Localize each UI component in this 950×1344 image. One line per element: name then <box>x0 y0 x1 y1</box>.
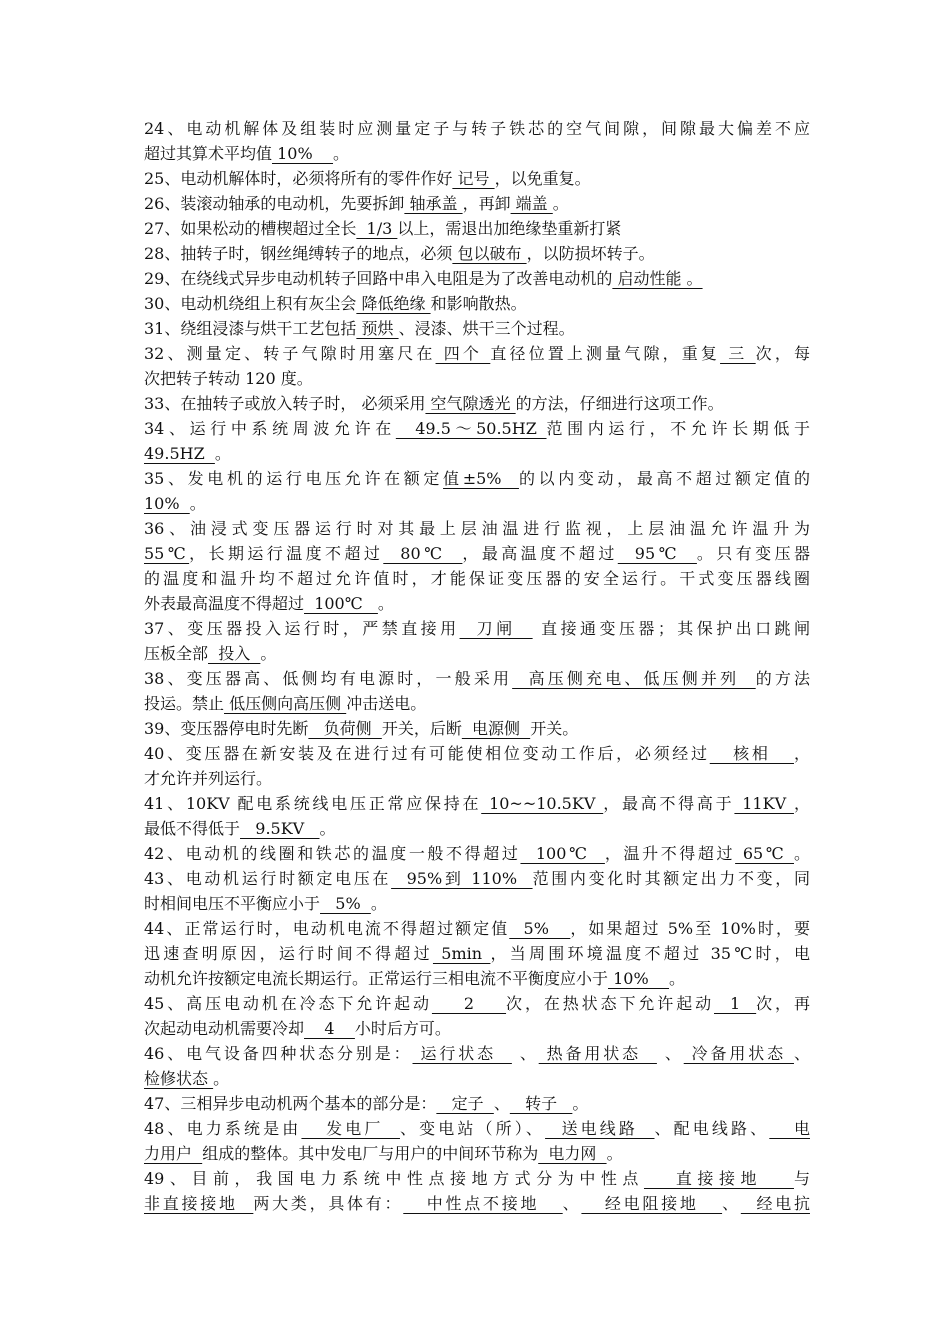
answer-blank: 空气隙透光 <box>425 394 516 413</box>
text-line <box>144 691 810 716</box>
text-line <box>144 591 810 616</box>
text-line <box>144 341 810 366</box>
answer-blank: 降低绝缘 <box>356 294 431 313</box>
question-text: 次起动电动机需要冷却 <box>144 1019 305 1038</box>
question-text: 24、电动机解体及组装时应测量定子与转子铁芯的空气间隙，间隙最大偏差不应 <box>144 119 810 138</box>
question-list <box>144 116 810 1216</box>
text-line <box>144 841 810 866</box>
text-line <box>144 266 810 291</box>
question-text: 组成的整体。其中发电厂与用户的中间环节称为 <box>202 1144 539 1163</box>
question-text: 。 <box>319 819 336 838</box>
question-text: 、 <box>511 1044 539 1063</box>
question-text: 最低不得低于 <box>144 819 241 838</box>
answer-blank: 1 <box>714 994 757 1013</box>
question-text: 46、电气设备四种状态分别是： <box>144 1044 413 1063</box>
text-line <box>144 516 810 541</box>
question-text: 投运。禁止 <box>144 694 225 713</box>
text-line <box>144 766 810 791</box>
question-text: 。 <box>552 194 569 213</box>
answer-blank: 冷备用状态 <box>683 1044 794 1063</box>
question-text: 、 <box>656 1044 684 1063</box>
answer-blank: 负荷侧 <box>308 719 382 738</box>
answer-blank: 刀闸 <box>459 619 533 638</box>
answer-blank: 2 <box>431 994 507 1013</box>
answer-blank: 低压侧向高压侧 <box>224 694 347 713</box>
answer-blank: 预烘 <box>356 319 399 338</box>
question-text: 的以内变动，最高不超过额定值的 <box>518 469 810 488</box>
question-text: 、 <box>493 1094 510 1113</box>
text-line <box>144 441 810 466</box>
answer-blank: 包以破布 <box>452 244 527 263</box>
text-line <box>144 541 810 566</box>
question-text: 。 <box>214 444 231 463</box>
text-line <box>144 1116 810 1141</box>
question-text: 次，在热状态下允许起动 <box>506 994 714 1013</box>
answer-blank: 经电阻接地 <box>581 1194 723 1213</box>
text-line <box>144 741 810 766</box>
answer-blank: 5% <box>509 919 571 938</box>
question-text: 40、变压器在新安装及在进行过有可能使相位变动工作后，必须经过 <box>144 744 710 763</box>
text-line <box>144 641 810 666</box>
answer-blank: 100℃ <box>520 844 605 863</box>
question-text: 冲击送电。 <box>346 694 427 713</box>
question-text: 29、在绕线式异步电动机转子回路中串入电阻是为了改善电动机的 <box>144 269 613 288</box>
question-text: ，以免重复。 <box>494 169 591 188</box>
question-text: 、 <box>562 1194 582 1213</box>
text-line <box>144 916 810 941</box>
text-line <box>144 491 810 516</box>
question-text: 32、测量定、转子气隙时用塞尺在 <box>144 344 436 363</box>
answer-blank: 95℃ <box>617 544 697 563</box>
text-line <box>144 366 810 391</box>
question-text: 、变电站（所）、 <box>399 1119 546 1138</box>
answer-blank: 4 <box>304 1019 355 1038</box>
question-text: 次，每 <box>755 344 810 363</box>
question-text: ，长期运行温度不超过 <box>189 544 384 563</box>
text-line <box>144 391 810 416</box>
question-text: 25、电动机解体时，必须将所有的零件作好 <box>144 169 453 188</box>
text-line <box>144 316 810 341</box>
text-line <box>144 191 810 216</box>
question-text: 时相间电压不平衡应小于 <box>144 894 321 913</box>
text-line <box>144 1141 810 1166</box>
text-line <box>144 141 810 166</box>
question-text: 42、电动机的线圈和铁芯的温度一般不得超过 <box>144 844 521 863</box>
question-text: 39、变压器停电时先断 <box>144 719 309 738</box>
question-text: 30、电动机绕组上积有灰尘会 <box>144 294 357 313</box>
answer-blank: 高压侧充电、低压侧并列 <box>512 669 756 688</box>
question-text: 44、正常运行时，电动机电流不得超过额定值 <box>144 919 510 938</box>
question-text: 28、抽转子时，钢丝绳缚转子的地点，必须 <box>144 244 453 263</box>
question-text: 两大类，具体有： <box>253 1194 404 1213</box>
question-text: ， <box>793 794 810 813</box>
answer-blank: 投入 <box>208 644 261 663</box>
answer-blank: 轴承盖 <box>404 194 463 213</box>
text-line <box>144 791 810 816</box>
answer-blank: 1/3 <box>356 219 398 238</box>
question-text: 、浸漆、烘干三个过程。 <box>398 319 575 338</box>
question-text: 33、在抽转子或放入转子时， 必须采用 <box>144 394 426 413</box>
answer-blank: 中性点不接地 <box>403 1194 563 1213</box>
question-text: 。 <box>377 594 394 613</box>
answer-blank: 经电抗 <box>740 1194 810 1213</box>
text-line <box>144 416 810 441</box>
question-text: ，最高不得高于 <box>603 794 735 813</box>
question-text: 。 <box>572 1094 589 1113</box>
text-line <box>144 891 810 916</box>
question-text: 36、油浸式变压器运行时对其最上层油温进行监视，上层油温允许温升为 <box>144 519 810 538</box>
answer-blank: 检修状态 <box>144 1069 214 1088</box>
question-text: 的方法 <box>755 669 810 688</box>
answer-blank: 11KV <box>734 794 794 813</box>
question-text: 。 <box>333 144 350 163</box>
answer-blank: 四个 <box>435 344 491 363</box>
answer-blank: 电力网 <box>538 1144 607 1163</box>
question-text: 范围内变化时其额定出力不变，同 <box>532 869 810 888</box>
text-line <box>144 1041 810 1066</box>
answer-blank: 电源侧 <box>461 719 531 738</box>
text-line <box>144 866 810 891</box>
answer-blank: 5min <box>432 944 491 963</box>
question-text: 与 <box>793 1169 810 1188</box>
answer-blank: 直接接地 <box>643 1169 794 1188</box>
question-text: 开关，后断 <box>381 719 462 738</box>
answer-blank: 95%到 110% <box>391 869 533 888</box>
question-text: 。 <box>213 1069 230 1088</box>
question-text: 和影响散热。 <box>430 294 527 313</box>
question-text: ，以防损坏转子。 <box>526 244 655 263</box>
question-text: 49、目前，我国电力系统中性点接地方式分为中性点 <box>144 1169 644 1188</box>
question-text: 。 <box>189 494 206 513</box>
answer-blank: 端盖 <box>510 194 553 213</box>
question-text: 。 <box>370 894 387 913</box>
answer-blank: 定子 <box>436 1094 494 1113</box>
question-text: 开关。 <box>530 719 579 738</box>
answer-blank: 电 <box>769 1119 810 1138</box>
answer-blank: 10% <box>144 494 190 513</box>
answer-blank: 热备用状态 <box>538 1044 657 1063</box>
question-text: 次，再 <box>756 994 810 1013</box>
question-text: 、 <box>722 1194 741 1213</box>
answer-blank: 5% <box>320 894 371 913</box>
answer-blank: 65℃ <box>735 844 794 863</box>
question-text: ， <box>793 744 810 763</box>
text-line <box>144 1091 810 1116</box>
answer-blank: 10% <box>272 144 334 163</box>
text-line <box>144 566 810 591</box>
question-text: 、 <box>793 1044 810 1063</box>
answer-blank: 9.5KV <box>240 819 320 838</box>
answer-blank: 非直接接地 <box>144 1194 254 1213</box>
text-line <box>144 666 810 691</box>
answer-blank: 80℃ <box>383 544 463 563</box>
text-line <box>144 816 810 841</box>
answer-blank: 10% <box>608 969 670 988</box>
question-text: 。 <box>606 1144 623 1163</box>
question-text: 小时后方可。 <box>354 1019 451 1038</box>
answer-blank: 启动性能 。 <box>612 269 703 288</box>
answer-blank: 发电厂 <box>301 1119 400 1138</box>
question-text: ，最高温度不超过 <box>462 544 618 563</box>
question-text: 。 <box>669 969 686 988</box>
text-line <box>144 616 810 641</box>
text-line <box>144 241 810 266</box>
question-text: ，如果超过 5%至 10%时，要 <box>570 919 810 938</box>
question-text: 次把转子转动 120 度。 <box>144 369 313 388</box>
question-text: 迅速查明原因，运行时间不得超过 <box>144 944 433 963</box>
question-text: 35、发电机的运行电压允许在额定 <box>144 469 444 488</box>
text-line <box>144 216 810 241</box>
answer-blank: 转子 <box>509 1094 573 1113</box>
question-text: 以上，需退出加绝缘垫重新打紧 <box>397 219 622 238</box>
text-line <box>144 166 810 191</box>
text-line <box>144 941 810 966</box>
text-line <box>144 716 810 741</box>
text-line <box>144 1166 810 1191</box>
question-text: 动机允许按额定电流长期运行。正常运行三相电流不平衡度应小于 <box>144 969 609 988</box>
question-text: 范围内运行，不允许长期低于 <box>546 419 810 438</box>
question-text: 的温度和温升均不超过允许值时，才能保证变压器的安全运行。干式变压器线圈 <box>144 569 810 588</box>
question-text: 外表最高温度不得超过 <box>144 594 305 613</box>
question-text: 45、高压电动机在冷态下允许起动 <box>144 994 432 1013</box>
question-text: 的方法，仔细进行这项工作。 <box>515 394 724 413</box>
question-text: 直接通变压器；其保护出口跳闸 <box>532 619 810 638</box>
question-text: 。 <box>260 644 277 663</box>
answer-blank: 49.5～50.5HZ <box>395 419 547 438</box>
question-text: 48、电力系统是由 <box>144 1119 302 1138</box>
answer-blank: 送电线路 <box>545 1119 655 1138</box>
answer-blank: 值±5% <box>443 469 519 488</box>
question-text: 压板全部 <box>144 644 209 663</box>
question-text: 47、三相异步电动机两个基本的部分是： <box>144 1094 437 1113</box>
question-text: ，当周围环境温度不超过 35℃时，电 <box>490 944 810 963</box>
question-text: 直径位置上测量气隙，重复 <box>490 344 721 363</box>
question-text: 34、运行中系统周波允许在 <box>144 419 396 438</box>
question-text: 27、如果松动的槽楔超过全长 <box>144 219 357 238</box>
text-line <box>144 1066 810 1091</box>
question-text: 、配电线路、 <box>654 1119 770 1138</box>
text-line <box>144 466 810 491</box>
question-text: 31、绕组浸漆与烘干工艺包括 <box>144 319 357 338</box>
text-line <box>144 1016 810 1041</box>
text-line <box>144 1191 810 1216</box>
answer-blank: 运行状态 <box>412 1044 512 1063</box>
question-text: 才允许并列运行。 <box>144 769 273 788</box>
question-text: 超过其算术平均值 <box>144 144 273 163</box>
question-text: ，再卸 <box>462 194 511 213</box>
text-line <box>144 291 810 316</box>
question-text: 。 <box>793 844 810 863</box>
question-text: 。只有变压器 <box>696 544 810 563</box>
text-line <box>144 116 810 141</box>
answer-blank: 三 <box>720 344 756 363</box>
text-line <box>144 991 810 1016</box>
question-text: 43、电动机运行时额定电压在 <box>144 869 392 888</box>
answer-blank: 55℃ <box>144 544 190 563</box>
question-text: ，温升不得超过 <box>604 844 736 863</box>
answer-blank: 100℃ <box>304 594 378 613</box>
answer-blank: 10~~10.5KV <box>481 794 604 813</box>
question-text: 26、装滚动轴承的电动机，先要拆卸 <box>144 194 405 213</box>
question-text: 38、变压器高、低侧均有电源时，一般采用 <box>144 669 513 688</box>
answer-blank: 记号 <box>452 169 495 188</box>
question-text: 41、10KV 配电系统线电压正常应保持在 <box>144 794 482 813</box>
answer-blank: 力用户 <box>144 1144 203 1163</box>
question-text: 37、变压器投入运行时，严禁直接用 <box>144 619 460 638</box>
text-line <box>144 966 810 991</box>
answer-blank: 核相 <box>709 744 794 763</box>
answer-blank: 49.5HZ <box>144 444 215 463</box>
